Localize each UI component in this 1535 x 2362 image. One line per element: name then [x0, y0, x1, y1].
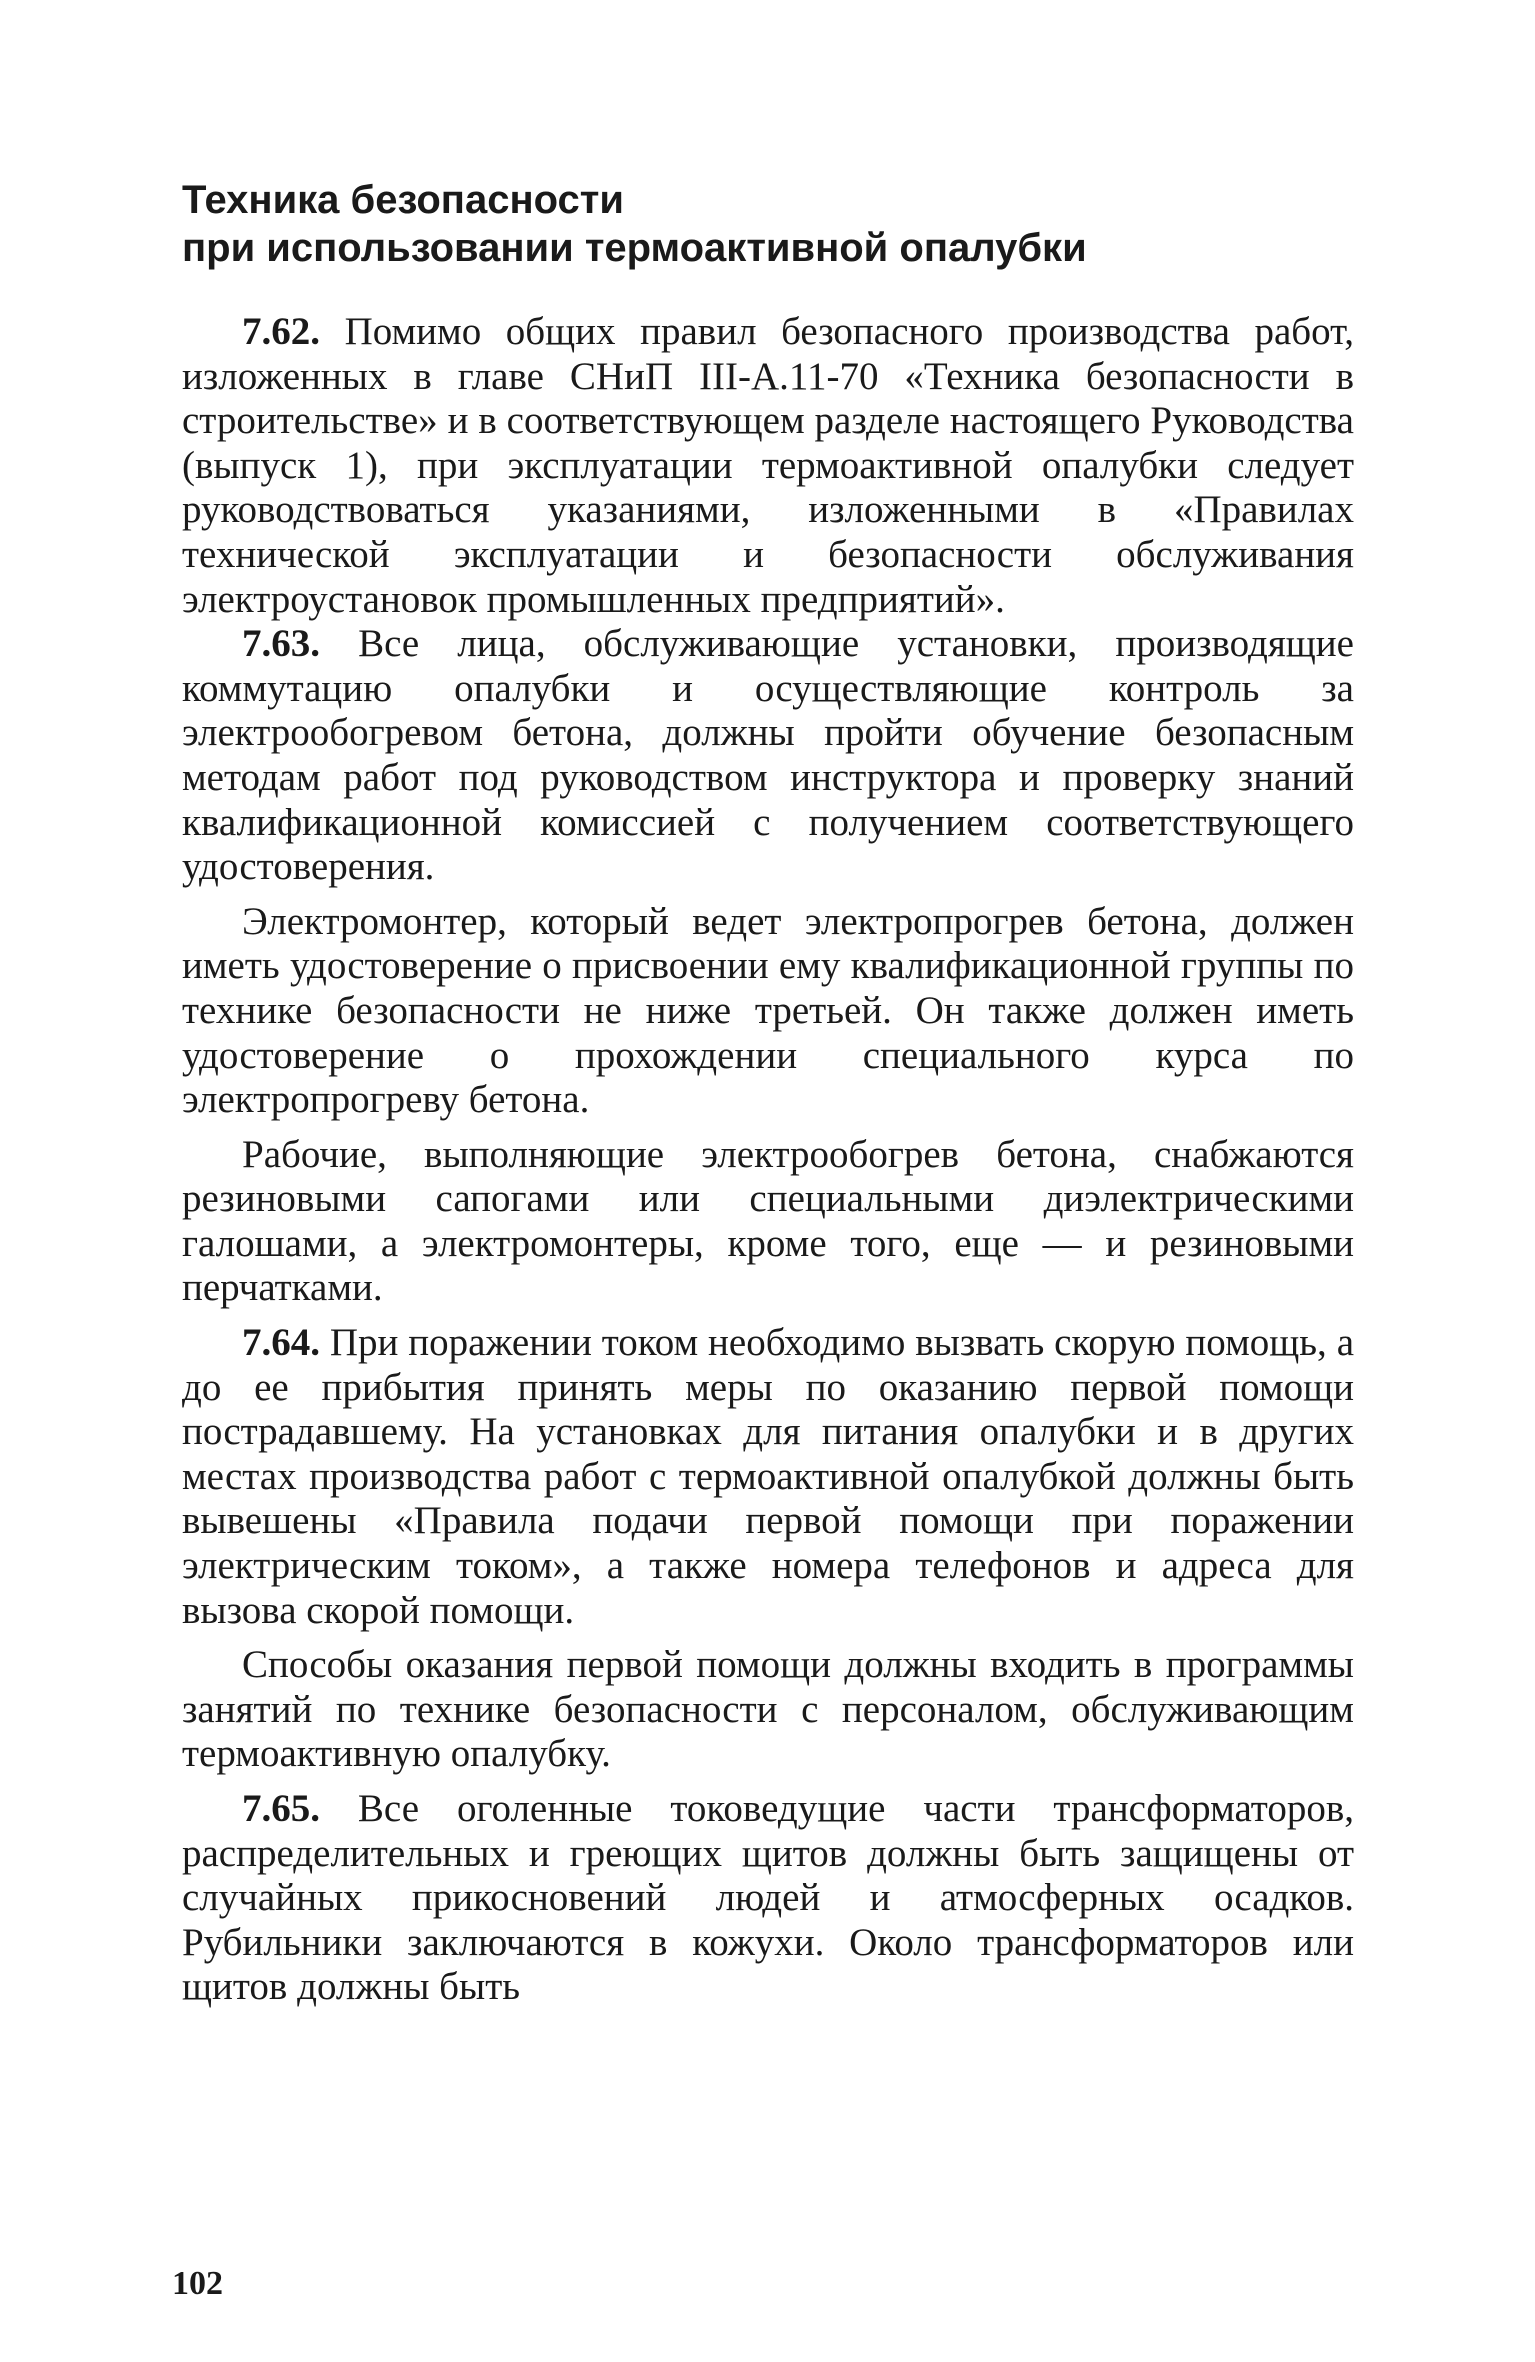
section-heading [182, 176, 1362, 272]
clause-number: 7.65. [242, 1787, 320, 1830]
heading-line-2: при использовании термоактивной опалубки [182, 226, 1087, 270]
paragraph-text: Способы оказания первой помощи должны входить в программы занятий по технике безопасности с персоналом, обслуживающим термоактивную опалубку. [182, 1643, 1354, 1776]
paragraph-text: Помимо общих правил безопасного производства работ, изложенных в главе СНиП III-А.11-70 «Техника безопасности в строительстве» и в соответствующем разделе настоящего Руководства (выпуск 1), при эксплуатации термоактивной опалубки следует руководствоваться указаниями, изложенными в «Правилах технической эксплуатации и безопасности обслуживания электроустановок промышленных предприятий». [182, 310, 1354, 621]
paragraph-text: Все оголенные токоведущие части трансформаторов, распределительных и греющих щитов должны быть защищены от случайных прикосновений людей и атмосферных осадков. Рубильники заключаются в кожухи. Около трансформаторов или щитов должны быть [182, 1787, 1354, 2009]
paragraph-first-aid [182, 1643, 1354, 1777]
paragraph-7-65 [182, 1787, 1354, 2010]
paragraph-7-62 [182, 310, 1354, 622]
body-text [182, 310, 1354, 2010]
page-number: 102 [172, 2265, 223, 2302]
clause-number: 7.62. [242, 310, 320, 353]
paragraph-text: Рабочие, выполняющие электрообогрев бетона, снабжаются резиновыми сапогами или специальными диэлектрическими галошами, а электромонтеры, кроме того, еще — и резиновыми перчатками. [182, 1132, 1354, 1310]
paragraph-text: Все лица, обслуживающие установки, производящие коммутацию опалубки и осуществляющие контроль за электрообогревом бетона, должны пройти обучение безопасным методам работ под руководством инструктора и проверку знаний квалификационной комиссией с получением соответствующего удостоверения. [182, 622, 1354, 889]
clause-number: 7.64. [242, 1321, 320, 1365]
paragraph-7-63 [182, 622, 1354, 890]
paragraph-7-64 [182, 1321, 1354, 1633]
paragraph-workers [182, 1133, 1354, 1311]
heading-line-1: Техника безопасности [182, 178, 624, 222]
clause-number: 7.63. [242, 622, 320, 666]
paragraph-text: Электромонтер, который ведет электропрогрев бетона, должен иметь удостоверение о присвоении ему квалификационной группы по технике безопасности не ниже третьей. Он также должен иметь удостоверение о прохождении специального курса по электропрогреву бетона. [182, 899, 1354, 1122]
paragraph-electrician [182, 900, 1354, 1123]
paragraph-text: При поражении током необходимо вызвать скорую помощь, а до ее прибытия принять меры по оказанию первой помощи пострадавшему. На установках для питания опалубки и в других местах производства работ с термоактивной опалубкой должны быть вывешены «Правила подачи первой помощи при поражении электрическим током», а также номера телефонов и адреса для вызова скорой помощи. [182, 1321, 1354, 1632]
